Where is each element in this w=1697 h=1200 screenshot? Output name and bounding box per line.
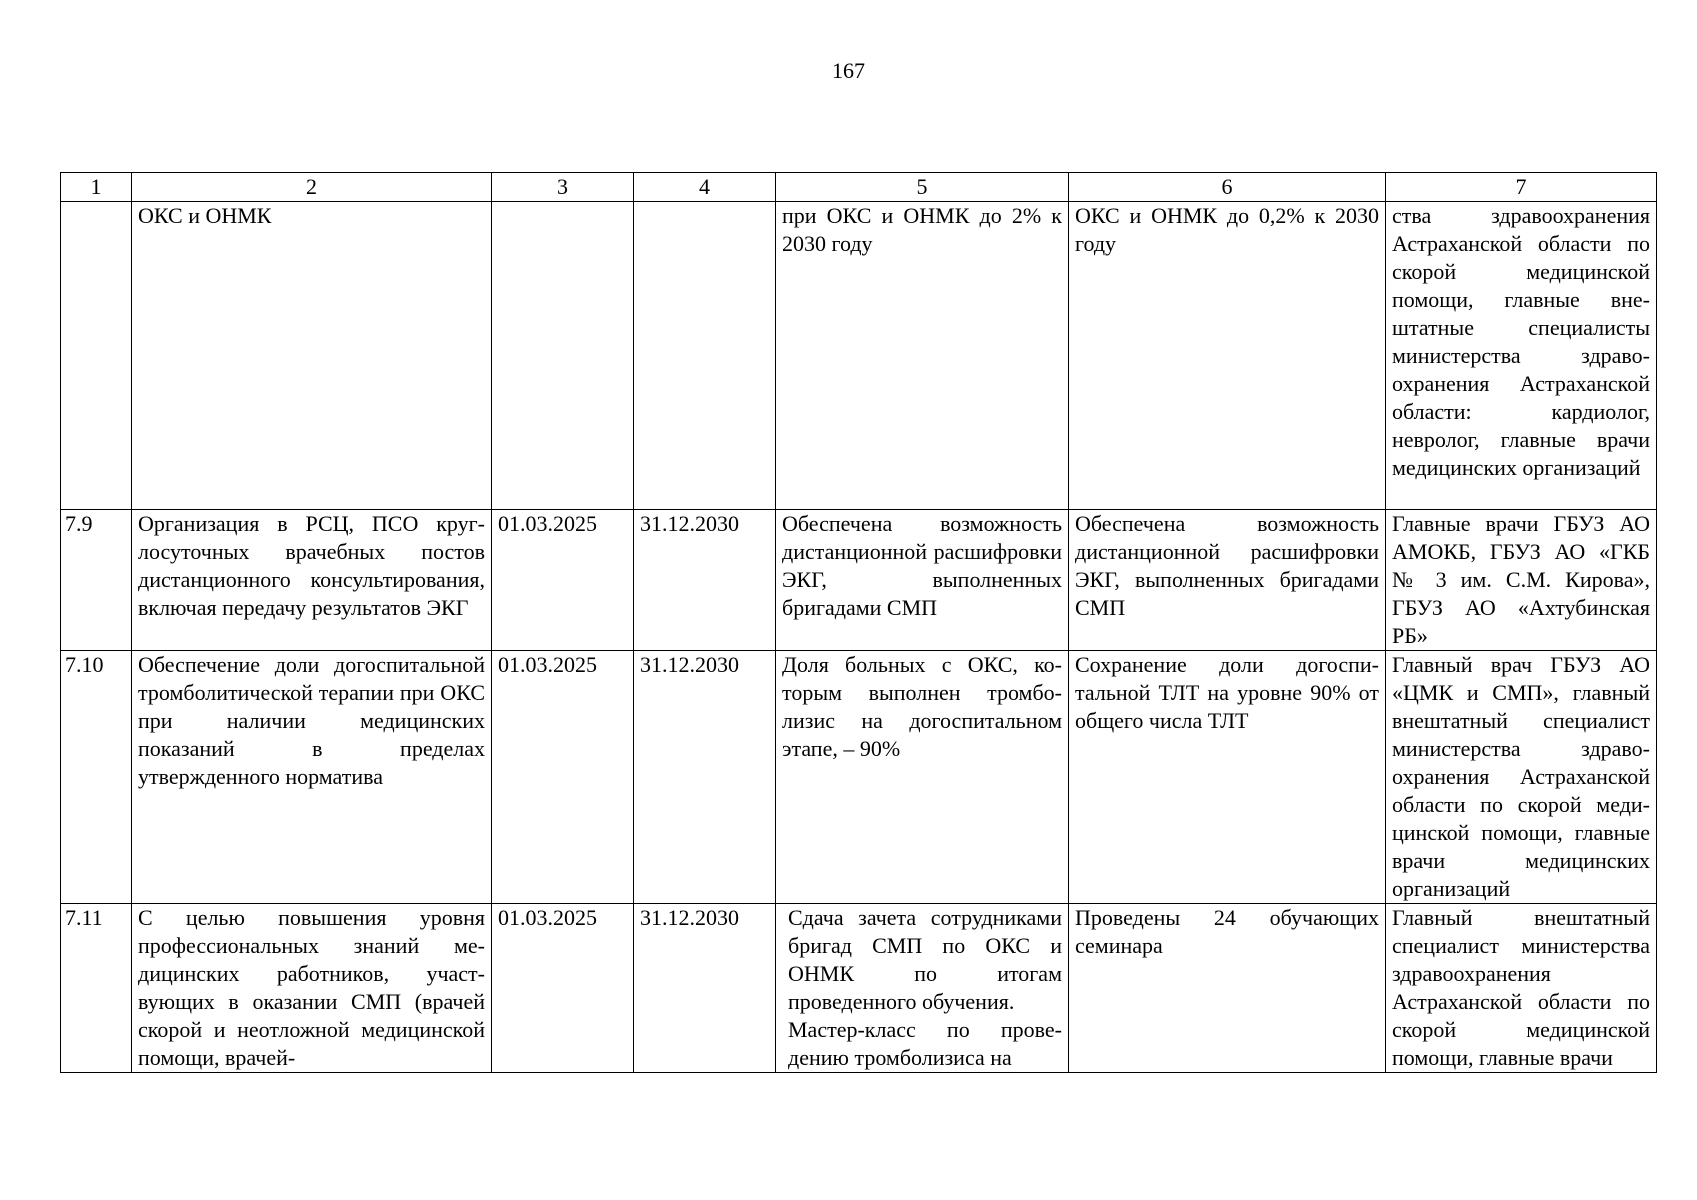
- column-header: 4: [634, 173, 776, 202]
- indicator-cell: ОКС и ОНМК до 0,2% к 2030 году: [1069, 202, 1386, 510]
- column-header: 2: [132, 173, 492, 202]
- table-row: [61, 202, 1657, 510]
- responsible-cell: Главные врачи ГБУЗ АО АМОКБ, ГБУЗ АО «ГКБ № 3 им. С.М. Кирова», ГБУЗ АО «Ахтубинская РБ»: [1386, 510, 1657, 651]
- result-cell: [776, 904, 1069, 1073]
- end-date-cell: 31.12.2030: [634, 510, 776, 651]
- indicator-cell: Сохранение доли догоспитальной ТЛТ на уровне 90% от общего числа ТЛТ: [1069, 651, 1386, 904]
- responsible-cell: Главный внештатный специалист министерства здравоохранения Астраханской области по скорой медицинской помощи, главные врачи: [1386, 904, 1657, 1073]
- column-header: 3: [492, 173, 634, 202]
- row-number: 7.9: [61, 510, 132, 651]
- column-header: 7: [1386, 173, 1657, 202]
- start-date-cell: 01.03.2025: [492, 904, 634, 1073]
- column-header: 6: [1069, 173, 1386, 202]
- table-row: [61, 651, 1657, 904]
- end-date-cell: 31.12.2030: [634, 651, 776, 904]
- activity-cell: Организация в РСЦ, ПСО круглосуточных врачебных постов дистанционного консультирования, включая передачу результатов ЭКГ: [132, 510, 492, 651]
- row-number: 7.10: [61, 651, 132, 904]
- end-date-cell: [634, 202, 776, 510]
- indicator-cell: Обеспечена возможность дистанционной расшифровки ЭКГ, выполненных бригадами СМП: [1069, 510, 1386, 651]
- responsible-cell: ства здравоохранения Астраханской области по скорой медицинской помощи, главные внештатные специалисты министерства здравоохранения Астраханской области: кардиолог, невролог, главные врачи медицинских организаций: [1386, 202, 1657, 510]
- responsible-cell: Главный врач ГБУЗ АО «ЦМК и СМП», главный внештатный специалист министерства здравоохранения Астраханской области по скорой медицинской помощи, главные врачи медицинских организаций: [1386, 651, 1657, 904]
- activity-cell: С целью повышения уровня профессиональных знаний медицинских работников, участвующих в оказании СМП (врачей скорой и неотложной медицинской помощи, врачей-: [132, 904, 492, 1073]
- result-cell: Обеспечена возможность дистанционной расшифровки ЭКГ, выполненных бригадами СМП: [776, 510, 1069, 651]
- activity-cell: Обеспечение доли догоспитальной тромболитической терапии при ОКС при наличии медицинских показаний в пределах утвержденного норматива: [132, 651, 492, 904]
- table-row: [61, 510, 1657, 651]
- result-cell: при ОКС и ОНМК до 2% к 2030 году: [776, 202, 1069, 510]
- column-number-row: [61, 173, 1657, 202]
- result-paragraph: Мастер-класс по проведению тромболизиса на: [788, 1017, 1062, 1070]
- page-number: 167: [832, 58, 865, 83]
- table-row: [61, 904, 1657, 1073]
- row-number: [61, 202, 132, 510]
- column-header: 5: [776, 173, 1069, 202]
- start-date-cell: [492, 202, 634, 510]
- result-paragraph: Сдача зачета сотрудниками бригад СМП по ОКС и ОНМК по итогам проведенного обучения.: [788, 905, 1062, 1014]
- action-plan-table: [60, 172, 1657, 1073]
- start-date-cell: 01.03.2025: [492, 510, 634, 651]
- end-date-cell: 31.12.2030: [634, 904, 776, 1073]
- indicator-cell: Проведены 24 обучающих семинара: [1069, 904, 1386, 1073]
- column-header: 1: [61, 173, 132, 202]
- row-number: 7.11: [61, 904, 132, 1073]
- activity-cell: ОКС и ОНМК: [132, 202, 492, 510]
- result-cell: Доля больных с ОКС, которым выполнен тромболизис на догоспитальном этапе, – 90%: [776, 651, 1069, 904]
- start-date-cell: 01.03.2025: [492, 651, 634, 904]
